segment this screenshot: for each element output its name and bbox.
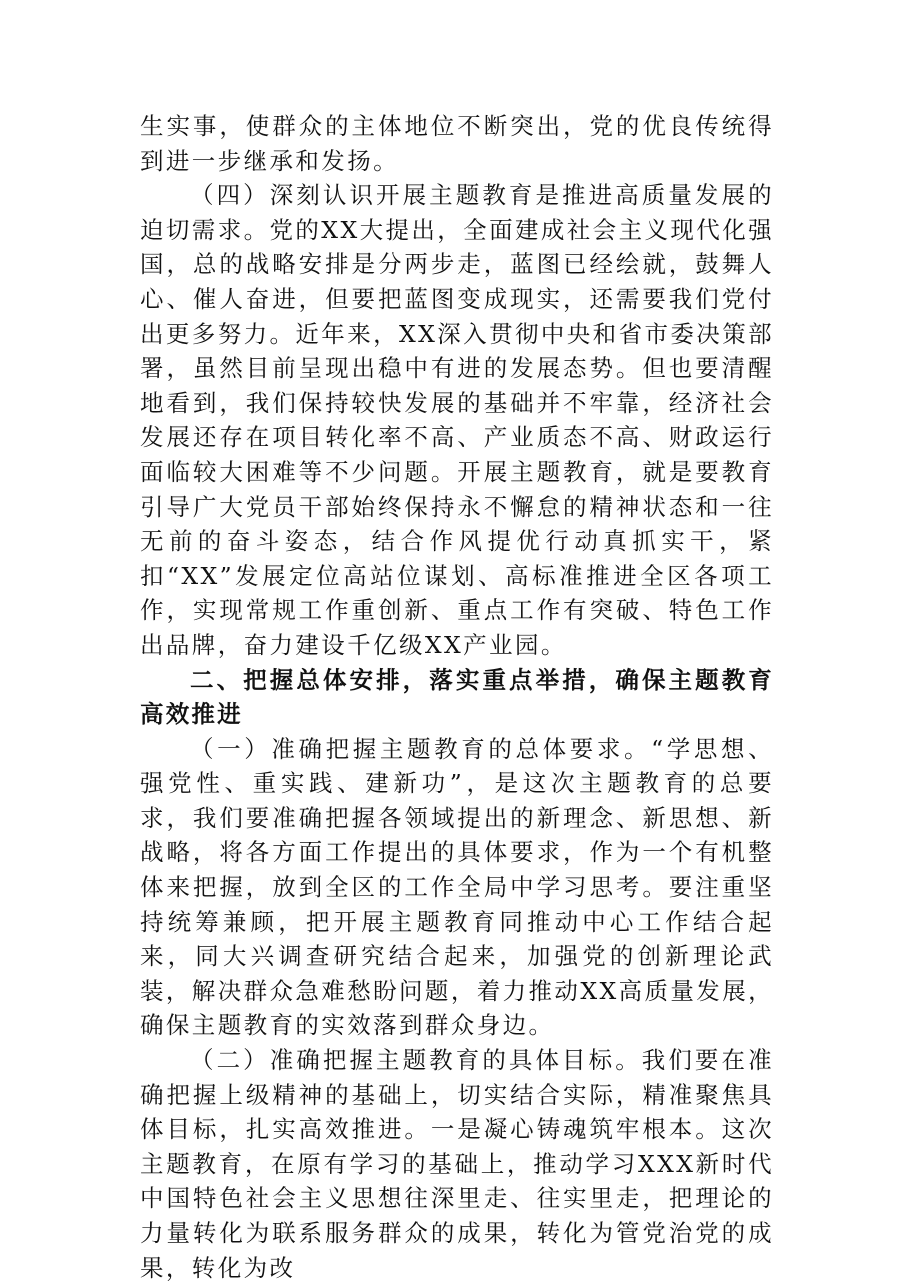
document-body — [140, 109, 774, 1285]
section-heading-two: 二、把握总体安排，落实重点举措，确保主题教育高效推进 — [140, 665, 774, 729]
paragraph-subsection-two: （二）准确把握主题教育的具体目标。我们要在准确把握上级精神的基础上，切实结合实际，精准聚焦具体目标，扎实高效推进。一是凝心铸魂筑牢根本。这次主题教育，在原有学习的基础上，推动学习XXX新时代中国特色社会主义思想往深里走、往实里走，把理论的力量转化为联系服务群众的成果，转化为管党治党的成果，转化为改 — [140, 1046, 774, 1282]
paragraph-subsection-one: （一）准确把握主题教育的总体要求。“学思想、强党性、重实践、建新功”，是这次主题教育的总要求，我们要准确把握各领域提出的新理念、新思想、新战略，将各方面工作提出的具体要求，作为一个有机整体来把握，放到全区的工作全局中学习思考。要注重坚持统筹兼顾，把开展主题教育同推动中心工作结合起来，同大兴调查研究结合起来，加强党的创新理论武装，解决群众急难愁盼问题，着力推动XX高质量发展，确保主题教育的实效落到群众身边。 — [140, 734, 774, 1040]
paragraph-section-four: （四）深刻认识开展主题教育是推进高质量发展的迫切需求。党的XX大提出，全面建成社会主义现代化强国，总的战略安排是分两步走，蓝图已经绘就，鼓舞人心、催人奋进，但要把蓝图变成现实，还需要我们党付出更多努力。近年来，XX深入贯彻中央和省市委决策部署，虽然目前呈现出稳中有进的发展态势。但也要清醒地看到，我们保持较快发展的基础并不牢靠，经济社会发展还存在项目转化率不高、产业质态不高、财政运行面临较大困难等不少问题。开展主题教育，就是要教育引导广大党员干部始终保持永不懈怠的精神状态和一往无前的奋斗姿态，结合作风提优行动真抓实干，紧扣“XX”发展定位高站位谋划、高标准推进全区各项工作，实现常规工作重创新、重点工作有突破、特色工作出品牌，奋力建设千亿级XX产业园。 — [140, 181, 774, 659]
paragraph-continuation: 生实事，使群众的主体地位不断突出，党的优良传统得到进一步继承和发扬。 — [140, 112, 774, 175]
